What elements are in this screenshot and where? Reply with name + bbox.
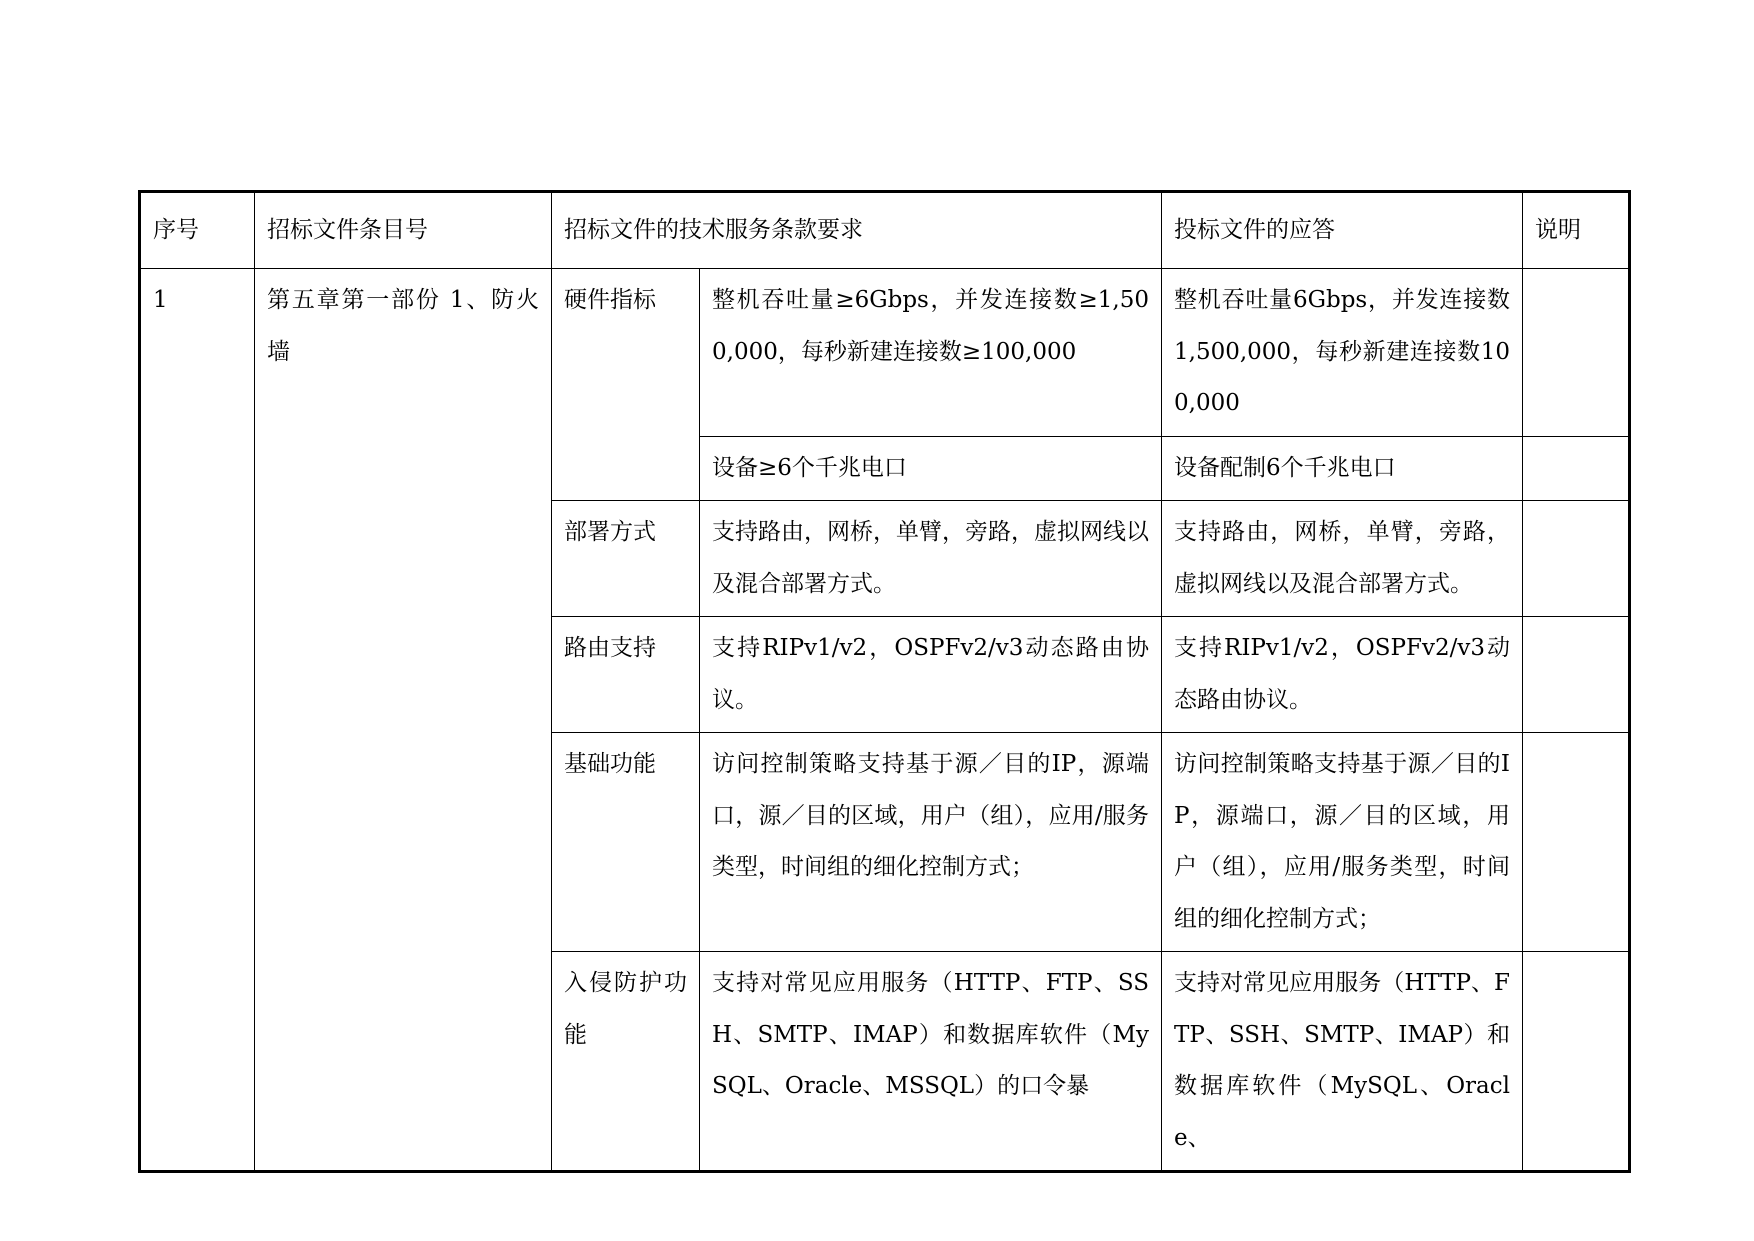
note-cell [1523,617,1630,733]
compliance-table [138,190,1631,1173]
note-cell [1523,733,1630,952]
header-requirement: 招标文件的技术服务条款要求 [552,192,1162,269]
table-header-row [140,192,1630,269]
clause-cell: 第五章第一部份 1、防火墙 [255,269,552,1172]
response-cell: 支持对常见应用服务（HTTP、FTP、SSH、SMTP、IMAP）和数据库软件（MySQL、Oracle、 [1162,952,1523,1172]
note-cell [1523,269,1630,437]
note-cell [1523,501,1630,617]
header-note: 说明 [1523,192,1630,269]
note-cell [1523,436,1630,501]
seq-cell: 1 [140,269,255,1172]
response-cell: 整机吞吐量6Gbps，并发连接数1,500,000，每秒新建连接数100,000 [1162,269,1523,437]
response-cell: 访问控制策略支持基于源／目的IP，源端口，源／目的区域，用户（组），应用/服务类型，时间组的细化控制方式； [1162,733,1523,952]
requirement-cell: 访问控制策略支持基于源／目的IP，源端口，源／目的区域，用户（组），应用/服务类型，时间组的细化控制方式； [700,733,1162,952]
category-cell: 入侵防护功能 [552,952,700,1172]
category-cell: 部署方式 [552,501,700,617]
requirement-cell: 支持对常见应用服务（HTTP、FTP、SSH、SMTP、IMAP）和数据库软件（MySQL、Oracle、MSSQL）的口令暴 [700,952,1162,1172]
note-cell [1523,952,1630,1172]
category-cell: 基础功能 [552,733,700,952]
header-clause-no: 招标文件条目号 [255,192,552,269]
category-cell: 路由支持 [552,617,700,733]
category-cell: 硬件指标 [552,269,700,501]
response-cell: 设备配制6个千兆电口 [1162,436,1523,501]
requirement-cell: 支持路由，网桥，单臂，旁路，虚拟网线以及混合部署方式。 [700,501,1162,617]
response-cell: 支持RIPv1/v2，OSPFv2/v3动态路由协议。 [1162,617,1523,733]
response-cell: 支持路由，网桥，单臂，旁路，虚拟网线以及混合部署方式。 [1162,501,1523,617]
requirement-cell: 设备≥6个千兆电口 [700,436,1162,501]
header-seq: 序号 [140,192,255,269]
header-response: 投标文件的应答 [1162,192,1523,269]
requirement-cell: 支持RIPv1/v2，OSPFv2/v3动态路由协议。 [700,617,1162,733]
requirement-cell: 整机吞吐量≥6Gbps，并发连接数≥1,500,000，每秒新建连接数≥100,000 [700,269,1162,437]
table-row [140,269,1630,437]
